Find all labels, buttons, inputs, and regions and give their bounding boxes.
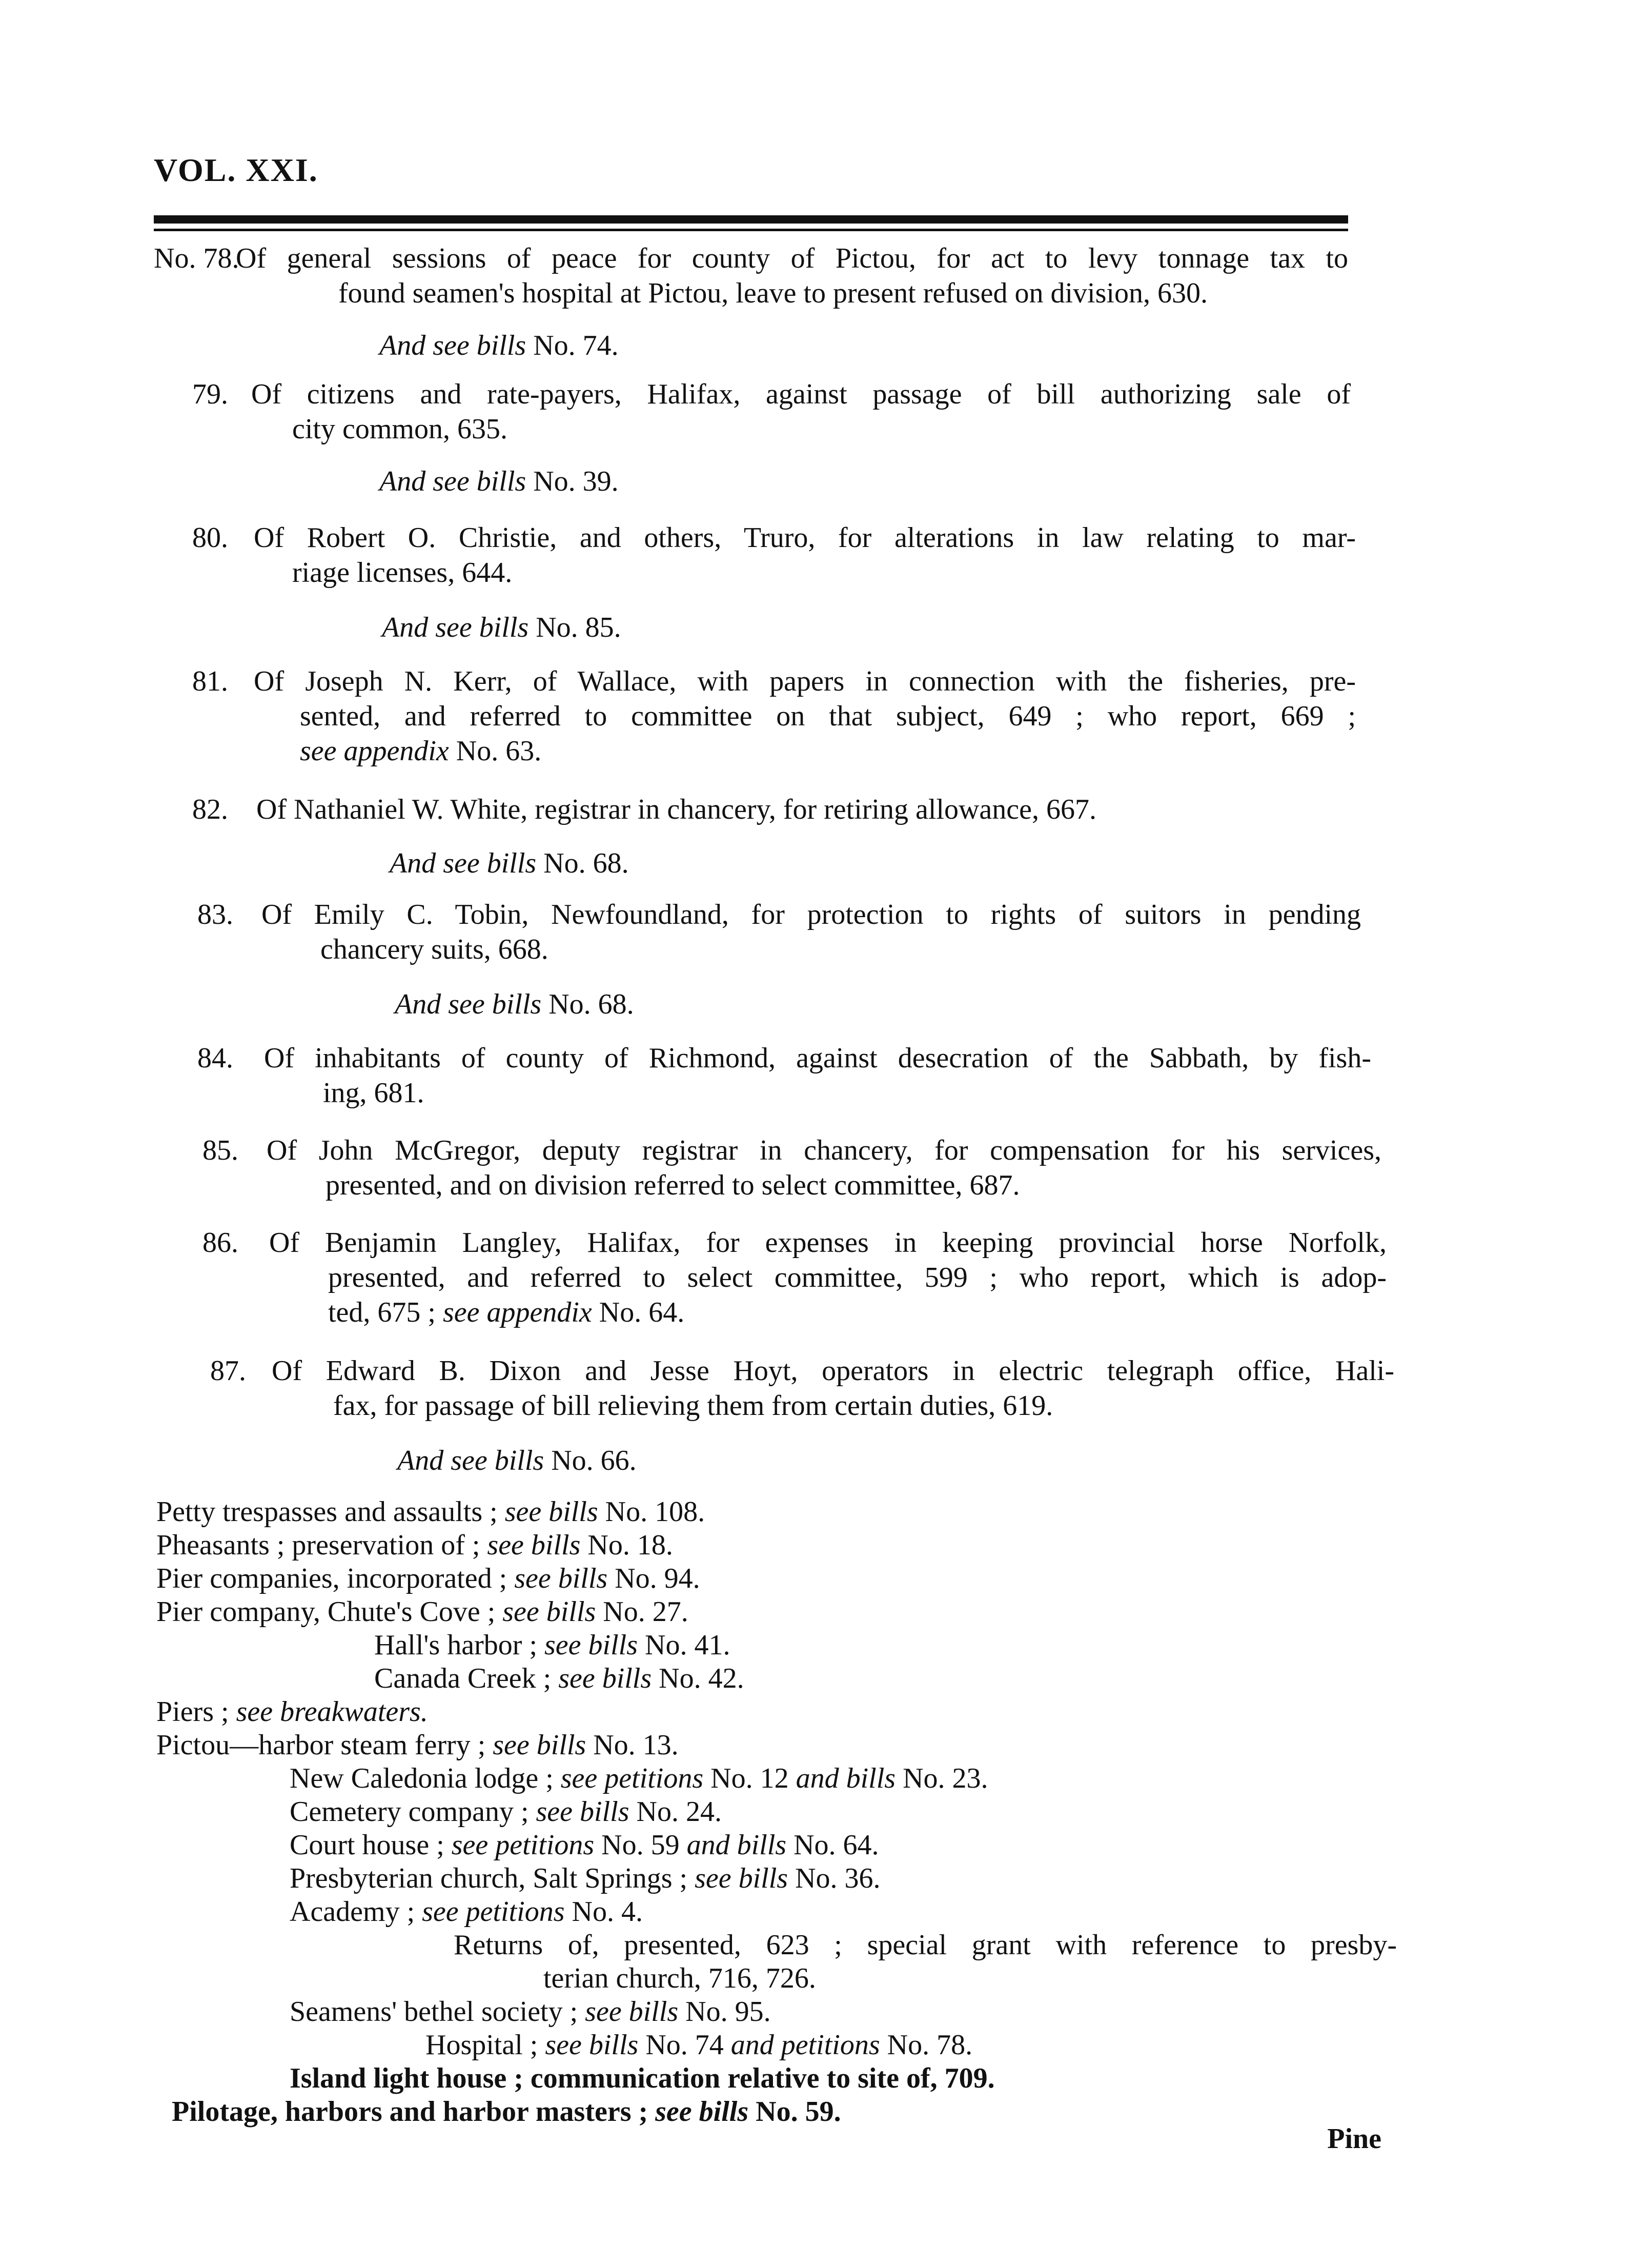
petition-text-line: riage licenses, 644. [292,557,513,589]
petition-entry-79 [192,377,1351,449]
petition-text-line: fax, for passage of bill relieving them from certain duties, 619. [333,1390,1053,1422]
petition-number: 81. [192,665,228,697]
cross-reference: And see bills No. 68. [390,847,629,879]
petition-number: No. 78. [154,242,239,274]
petition-text-line: Of inhabitants of county of Richmond, against desecration of the Sabbath, by fish- [264,1042,1371,1074]
index-entry: Pictou—harbor steam ferry ; see bills No. 13. [156,1729,679,1761]
petition-text-line: presented, and on division referred to select committee, 687. [325,1169,1020,1201]
petition-text-line: chancery suits, 668. [320,934,548,965]
petition-entry-83 [197,897,1361,969]
index-subentry: Academy ; see petitions No. 4. [290,1896,643,1928]
petition-text-line: Of Nathaniel W. White, registrar in chancery, for retiring allowance, 667. [256,794,1096,825]
index-subentry: Cemetery company ; see bills No. 24. [290,1796,722,1828]
petition-text-line: Of citizens and rate-payers, Halifax, against passage of bill authorizing sale of [251,378,1351,410]
index-subentry: Court house ; see petitions No. 59 and bills No. 64. [290,1829,879,1861]
petition-text-line: Of Benjamin Langley, Halifax, for expenses in keeping provincial horse Norfolk, [269,1227,1387,1259]
petition-text-line: see appendix No. 63. [300,735,542,767]
index-subentry: Canada Creek ; see bills No. 42. [374,1663,744,1694]
petition-number: 85. [202,1135,238,1166]
index-subentry: Hospital ; see bills No. 74 and petitions No. 78. [425,2029,973,2061]
index-subentry: Presbyterian church, Salt Springs ; see bills No. 36. [290,1862,881,1894]
cross-reference: And see bills No. 74. [379,330,619,361]
petition-number: 86. [202,1227,238,1259]
index-entry: Pheasants ; preservation of ; see bills No. 18. [156,1529,673,1561]
index-subentry: Seamens' bethel society ; see bills No. 95. [290,1996,771,2028]
cross-reference: And see bills No. 85. [382,612,621,643]
header-rule-thick [154,215,1348,224]
header-rule-thin [154,229,1348,231]
petition-number: 83. [197,899,233,930]
petition-entry-80 [192,520,1356,592]
cross-reference: And see bills No. 66. [397,1445,637,1476]
petition-text-line: found seamen's hospital at Pictou, leave to present refused on division, 630. [338,277,1208,309]
catchword: Pine [1327,2123,1381,2155]
petition-entry-86 [202,1225,1387,1333]
index-subentry: Returns of, presented, 623 ; special grant with reference to presby- [454,1929,1397,1961]
petition-text-line: ted, 675 ; see appendix No. 64. [328,1297,685,1328]
petition-entry-81 [192,664,1356,772]
petition-number: 79. [192,378,228,410]
index-subentry: New Caledonia lodge ; see petitions No. 12 and bills No. 23. [290,1763,988,1794]
petition-number: 80. [192,522,228,554]
petition-entry-78 [154,241,1348,313]
petition-number: 84. [197,1042,233,1074]
petition-text-line: presented, and referred to select committee, 599 ; who report, which is adop- [328,1262,1387,1293]
petition-entry-84 [197,1041,1371,1112]
petition-text-line: ing, 681. [323,1077,424,1109]
index-subentry: terian church, 716, 726. [543,1962,816,1994]
cross-reference: And see bills No. 39. [379,465,619,497]
cross-reference: And see bills No. 68. [395,988,634,1020]
petition-entry-85 [202,1133,1381,1205]
petition-text-line: Of general sessions of peace for county of Pictou, for act to levy tonnage tax to [236,242,1348,274]
petition-entry-82 [192,792,1356,828]
petition-text-line: sented, and referred to committee on that subject, 649 ; who report, 669 ; [300,700,1356,732]
petition-text-line: Of Emily C. Tobin, Newfoundland, for protection to rights of suitors in pending [261,899,1361,930]
index-entry: Pilotage, harbors and harbor masters ; see bills No. 59. [172,2096,841,2128]
petition-number: 87. [210,1355,246,1387]
petition-number: 82. [192,794,228,825]
index-subentry: Hall's harbor ; see bills No. 41. [374,1629,730,1661]
petition-text-line: Of John McGregor, deputy registrar in chancery, for compensation for his services, [267,1135,1381,1166]
index-subentry: Island light house ; communication relative to site of, 709. [290,2062,995,2094]
index-entry: Pier companies, incorporated ; see bills No. 94. [156,1563,700,1594]
petition-text-line: Of Joseph N. Kerr, of Wallace, with papers in connection with the fisheries, pre- [254,665,1356,697]
petition-entry-87 [210,1353,1394,1425]
running-head-volume: VOL. XXI. [154,152,318,188]
petition-text-line: city common, 635. [292,413,507,445]
index-entry: Petty trespasses and assaults ; see bills No. 108. [156,1496,705,1528]
index-entry: Piers ; see breakwaters. [156,1696,428,1728]
petition-text-line: Of Robert O. Christie, and others, Truro, for alterations in law relating to mar- [254,522,1356,554]
index-entry: Pier company, Chute's Cove ; see bills No. 27. [156,1596,688,1628]
petition-text-line: Of Edward B. Dixon and Jesse Hoyt, operators in electric telegraph office, Hali- [272,1355,1394,1387]
